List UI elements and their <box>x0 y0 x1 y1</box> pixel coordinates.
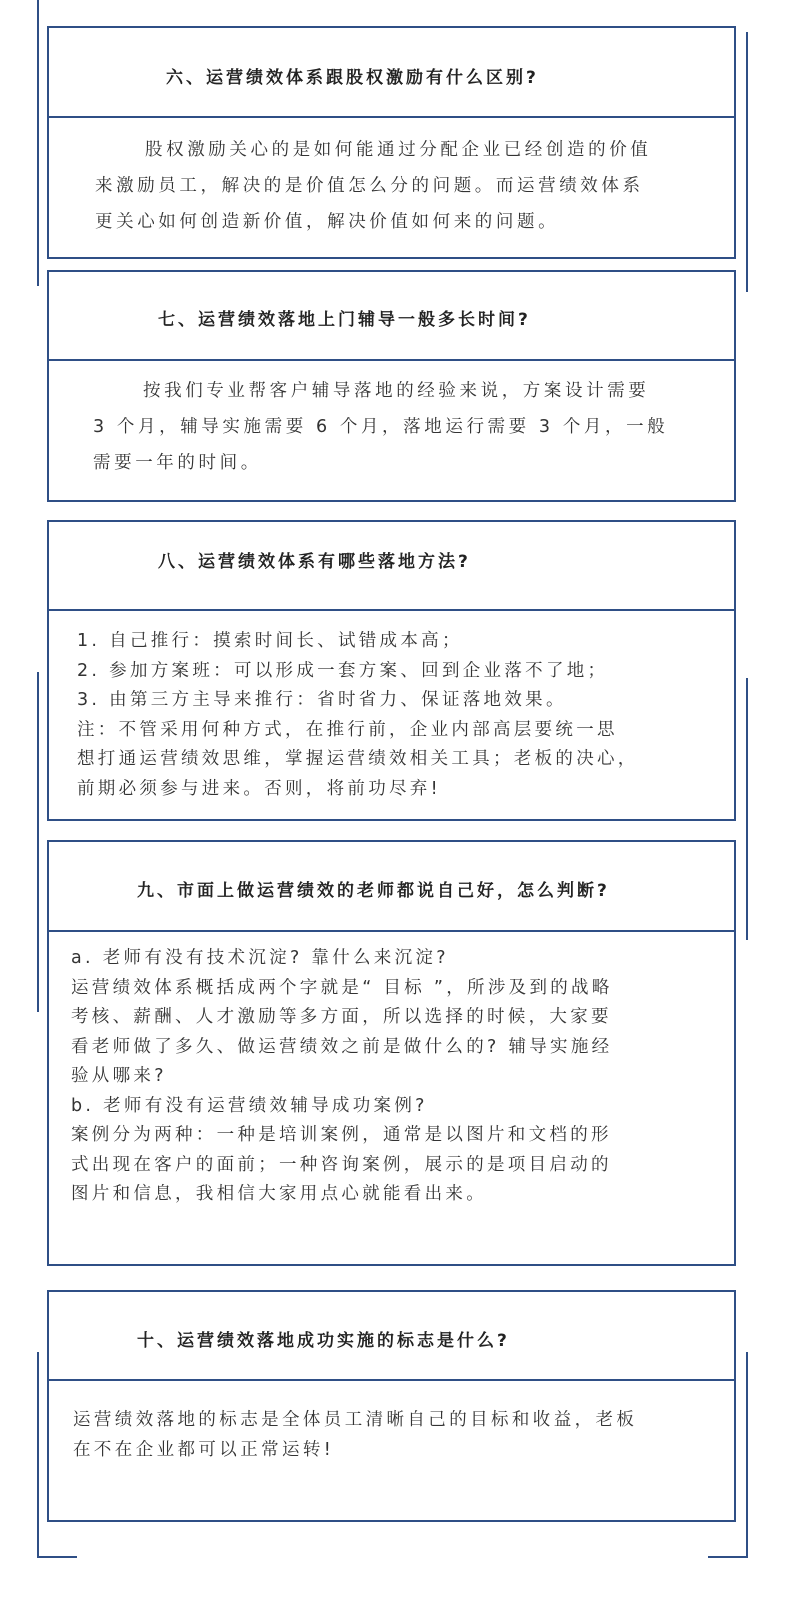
left-accent-line-top <box>37 0 39 286</box>
answer-line: 想打通运营绩效思维，掌握运营绩效相关工具；老板的决心， <box>77 749 639 769</box>
faq-title-10-text: 十、运营绩效落地成功实施的标志是什么? <box>137 1331 510 1351</box>
answer-line: 2. 参加方案班：可以形成一套方案、回到企业落不了地； <box>77 660 609 681</box>
answer-line: 式出现在客户的面前；一种咨询案例，展示的是项目启动的 <box>71 1154 612 1175</box>
faq-answer-8 <box>49 611 734 819</box>
answer-line: 来激励员工，解决的是价值怎么分的问题。而运营绩效体系 <box>95 176 644 196</box>
faq-title-8-text: 八、运营绩效体系有哪些落地方法? <box>158 552 471 572</box>
faq-answer-7 <box>49 361 734 500</box>
answer-line: 在不在企业都可以正常运转! <box>73 1440 335 1460</box>
faq-answer-9 <box>49 932 734 1264</box>
right-corner-foot <box>708 1556 748 1558</box>
left-accent-line-mid <box>37 672 39 1012</box>
answer-line: 注：不管采用何种方式，在推行前，企业内部高层要统一思 <box>77 719 618 740</box>
faq-answer-10 <box>49 1381 734 1520</box>
answer-line: 运营绩效落地的标志是全体员工清晰自己的目标和收益，老板 <box>73 1410 638 1430</box>
answer-line: 3 个月，辅导实施需要 6 个月，落地运行需要 3 个月，一般 <box>93 417 669 437</box>
answer-line: 图片和信息，我相信大家用点心就能看出来。 <box>71 1184 487 1204</box>
answer-line: 运营绩效体系概括成两个字就是“ 目标 ”，所涉及到的战略 <box>71 977 613 998</box>
faq-title-8 <box>49 522 734 611</box>
right-accent-line-mid <box>746 678 748 940</box>
faq-card-10 <box>47 1290 736 1522</box>
left-corner-foot <box>37 1556 77 1558</box>
answer-line: 考核、薪酬、人才激励等多方面，所以选择的时候，大家要 <box>71 1007 612 1027</box>
answer-line: a. 老师有没有技术沉淀? 靠什么来沉淀? <box>71 948 449 968</box>
right-accent-line-bottom <box>746 1352 748 1558</box>
answer-line: 更关心如何创造新价值，解决价值如何来的问题。 <box>95 212 560 232</box>
answer-line: 3. 由第三方主导来推行：省时省力、保证落地效果。 <box>77 690 567 710</box>
faq-title-7 <box>49 272 734 361</box>
faq-title-6-text: 六、运营绩效体系跟股权激励有什么区别? <box>166 68 539 88</box>
faq-title-6 <box>49 28 734 118</box>
answer-line: 股权激励关心的是如何能通过分配企业已经创造的价值 <box>145 140 652 160</box>
right-accent-line-top <box>746 32 748 292</box>
answer-line: 需要一年的时间。 <box>93 453 262 473</box>
faq-card-8 <box>47 520 736 821</box>
answer-line: 案例分为两种：一种是培训案例，通常是以图片和文档的形 <box>71 1125 612 1145</box>
faq-card-6 <box>47 26 736 259</box>
answer-line: 看老师做了多久、做运营绩效之前是做什么的? 辅导实施经 <box>71 1036 613 1057</box>
answer-line: b. 老师有没有运营绩效辅导成功案例? <box>71 1095 428 1116</box>
left-accent-line-bottom <box>37 1352 39 1558</box>
answer-line: 验从哪来? <box>71 1066 167 1086</box>
faq-answer-6 <box>49 118 734 257</box>
faq-title-9-text: 九、市面上做运营绩效的老师都说自己好，怎么判断? <box>137 881 610 901</box>
faq-title-7-text: 七、运营绩效落地上门辅导一般多长时间? <box>158 310 531 330</box>
faq-title-10 <box>49 1292 734 1381</box>
faq-title-9 <box>49 842 734 932</box>
answer-line: 按我们专业帮客户辅导落地的经验来说，方案设计需要 <box>143 381 650 401</box>
answer-line: 1. 自己推行：摸索时间长、试错成本高； <box>77 631 463 651</box>
answer-line: 前期必须参与进来。否则，将前功尽弃! <box>77 778 441 799</box>
faq-card-7 <box>47 270 736 502</box>
faq-card-9 <box>47 840 736 1266</box>
